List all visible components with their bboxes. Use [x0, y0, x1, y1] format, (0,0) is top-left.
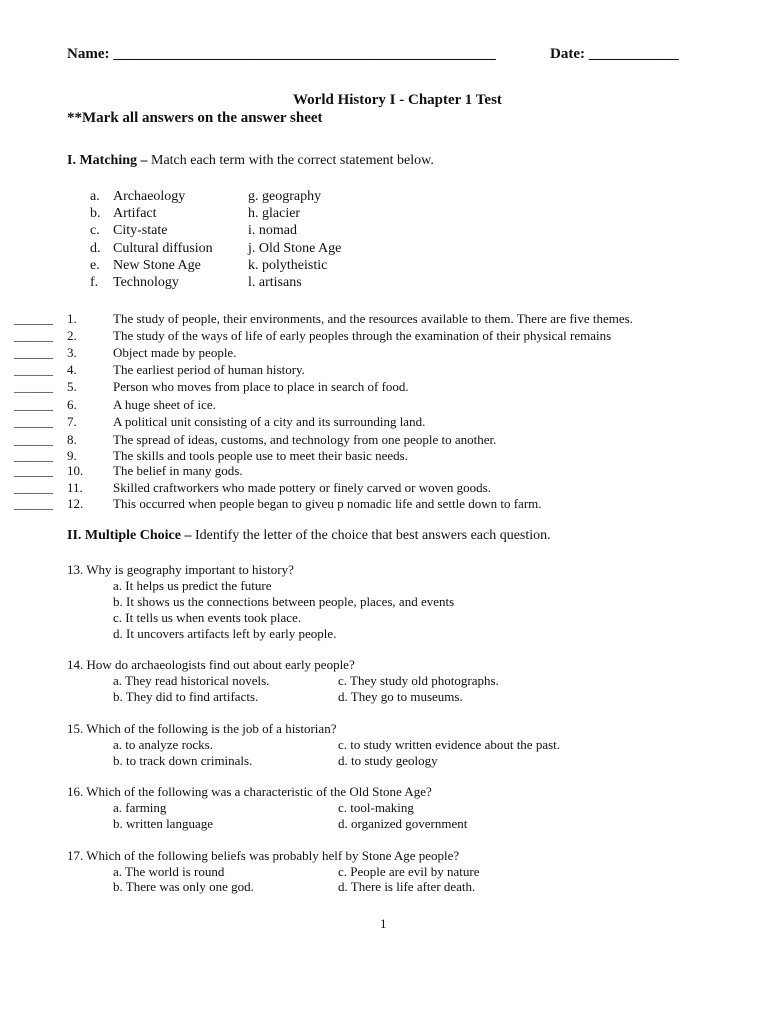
question-text: 17. Which of the following beliefs was probably helf by Stone Age people?: [67, 848, 460, 863]
item-number: 9.: [67, 448, 77, 463]
term-text: Artifact: [113, 206, 157, 221]
answer-blank[interactable]: ______: [14, 480, 53, 495]
choice-a: a. They read historical novels.: [113, 673, 270, 688]
item-number: 3.: [67, 345, 77, 360]
choice-d: d. They go to museums.: [338, 689, 463, 704]
question-text: 16. Which of the following was a characteristic of the Old Stone Age?: [67, 784, 432, 799]
date-field-label: Date: ____________: [550, 46, 679, 62]
choice-d: d. There is life after death.: [338, 879, 476, 894]
item-text: A huge sheet of ice.: [113, 397, 216, 412]
item-number: 10.: [67, 463, 84, 478]
question-text: 15. Which of the following is the job of a historian?: [67, 721, 337, 736]
answer-blank[interactable]: ______: [14, 345, 53, 360]
answer-blank[interactable]: ______: [14, 463, 53, 478]
item-text: The study of people, their environments, and the resources available to them. There are five themes.: [113, 311, 633, 326]
term-letter: d.: [90, 241, 101, 256]
term-text: Cultural diffusion: [113, 241, 213, 256]
item-text: Skilled craftworkers who made pottery or finely carved or woven goods.: [113, 480, 491, 495]
term-letter: b.: [90, 206, 101, 221]
term-right: i. nomad: [248, 223, 297, 238]
term-text: New Stone Age: [113, 258, 201, 273]
item-number: 11.: [67, 480, 83, 495]
term-text: City-state: [113, 223, 168, 238]
item-text: The belief in many gods.: [113, 463, 243, 478]
page-title: World History I - Chapter 1 Test: [293, 92, 502, 108]
term-right: g. geography: [248, 189, 322, 204]
choice-a: a. The world is round: [113, 864, 225, 879]
choice-d: d. organized government: [338, 816, 468, 831]
multiple-choice-section-header: [67, 528, 551, 544]
answer-blank[interactable]: ______: [14, 397, 53, 412]
question-text: 13. Why is geography important to history?: [67, 562, 294, 577]
page-number: 1: [380, 916, 387, 931]
matching-direction: Match each term with the correct statement below.: [151, 153, 434, 168]
choice-a: a. to analyze rocks.: [113, 737, 213, 752]
answer-blank[interactable]: ______: [14, 448, 53, 463]
term-letter: c.: [90, 223, 100, 238]
item-number: 8.: [67, 432, 77, 447]
choice-b: b. to track down criminals.: [113, 753, 253, 768]
choice-b: b. There was only one god.: [113, 879, 254, 894]
item-number: 6.: [67, 397, 77, 412]
term-right: h. glacier: [248, 206, 301, 221]
choice-d: d. It uncovers artifacts left by early people.: [113, 626, 337, 641]
item-text: The study of the ways of life of early peoples through the examination of their physical remains: [113, 328, 612, 343]
choice-b: b. It shows us the connections between people, places, and events: [113, 594, 455, 609]
choice-c: c. It tells us when events took place.: [113, 610, 302, 625]
name-field-label: Name: ___________________________________________________: [67, 46, 496, 62]
item-number: 2.: [67, 328, 77, 343]
item-text: The earliest period of human history.: [113, 362, 305, 377]
answer-blank[interactable]: ______: [14, 414, 53, 429]
choice-c: c. People are evil by nature: [338, 864, 480, 879]
term-letter: a.: [90, 189, 100, 204]
item-text: A political unit consisting of a city and its surrounding land.: [113, 414, 426, 429]
term-text: Archaeology: [113, 189, 186, 204]
choice-a: a. It helps us predict the future: [113, 578, 272, 593]
item-number: 4.: [67, 362, 77, 377]
mc-heading: II. Multiple Choice –: [67, 528, 192, 543]
term-right: l. artisans: [248, 275, 302, 290]
answer-sheet-instruction: **Mark all answers on the answer sheet: [67, 110, 323, 126]
choice-c: c. tool-making: [338, 800, 414, 815]
item-number: 5.: [67, 379, 77, 394]
question-text: 14. How do archaeologists find out about early people?: [67, 657, 355, 672]
item-text: Person who moves from place to place in search of food.: [113, 379, 409, 394]
term-letter: f.: [90, 275, 99, 290]
item-number: 1.: [67, 311, 77, 326]
choice-b: b. They did to find artifacts.: [113, 689, 259, 704]
choice-c: c. to study written evidence about the past.: [338, 737, 561, 752]
item-text: The spread of ideas, customs, and technology from one people to another.: [113, 432, 497, 447]
item-text: Object made by people.: [113, 345, 237, 360]
choice-d: d. to study geology: [338, 753, 438, 768]
term-right: k. polytheistic: [248, 258, 328, 273]
answer-blank[interactable]: ______: [14, 328, 53, 343]
item-text: The skills and tools people use to meet their basic needs.: [113, 448, 408, 463]
term-letter: e.: [90, 258, 100, 273]
matching-section-header: [67, 153, 434, 169]
item-text: This occurred when people began to giveu p nomadic life and settle down to farm.: [113, 496, 542, 511]
term-right: j. Old Stone Age: [248, 241, 342, 256]
answer-blank[interactable]: ______: [14, 311, 53, 326]
choice-b: b. written language: [113, 816, 213, 831]
answer-blank[interactable]: ______: [14, 379, 53, 394]
choice-c: c. They study old photographs.: [338, 673, 499, 688]
item-number: 12.: [67, 496, 84, 511]
answer-blank[interactable]: ______: [14, 432, 53, 447]
answer-blank[interactable]: ______: [14, 496, 53, 511]
matching-heading: I. Matching –: [67, 153, 148, 168]
term-text: Technology: [113, 275, 179, 290]
item-number: 7.: [67, 414, 77, 429]
answer-blank[interactable]: ______: [14, 362, 53, 377]
choice-a: a. farming: [113, 800, 167, 815]
mc-direction: Identify the letter of the choice that best answers each question.: [194, 528, 551, 543]
